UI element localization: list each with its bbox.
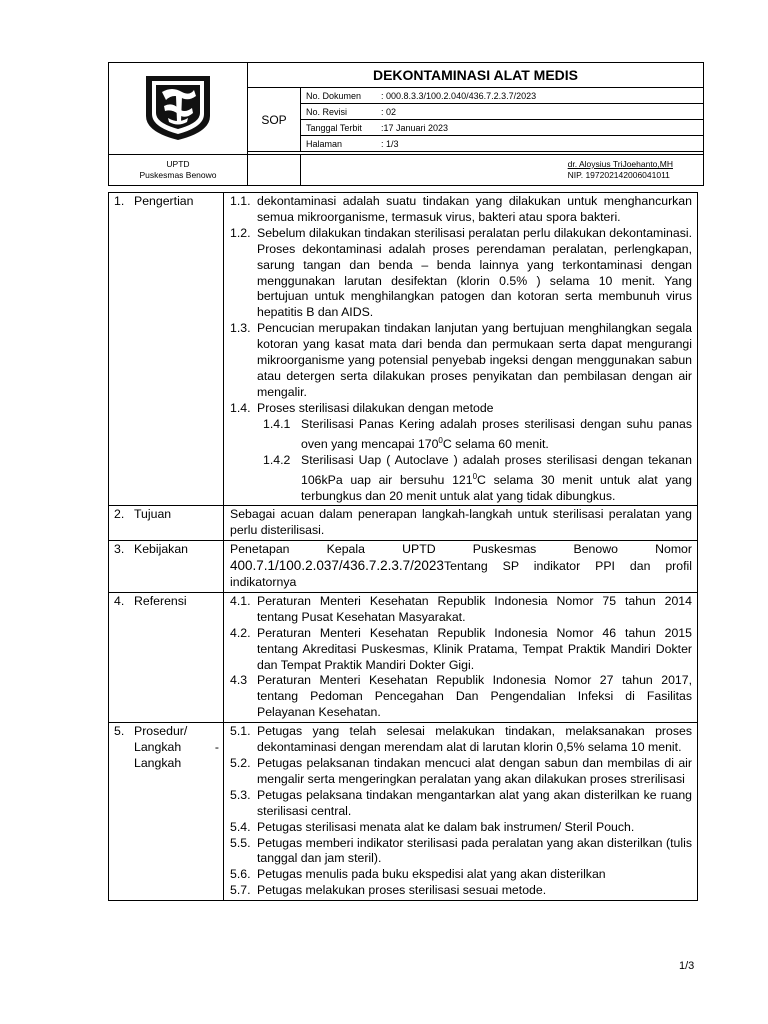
meta-halaman: Halaman : 1/3 [301, 136, 704, 152]
list-item: 1.4. Proses sterilisasi dilakukan dengan metode [230, 400, 494, 415]
sub-list-item: 1.4.1 Sterilisasi Panas Kering adalah proses sterilisasi dengan suhu panas oven yang mencapai $170^0C$ selama 60 menit. [263, 416, 692, 451]
list-item: 5.6. Petugas menulis pada buku ekspedisi alat yang akan disterilkan [230, 867, 606, 882]
list-item: 4.2. Peraturan Menteri Kesehatan Republik Indonesia Nomor 46 tahun 2015 tentang Akreditasi Puskesmas, Klinik Pratama, Tempat Praktik Mandiri Dokter dan Tempat Praktik Mandiri Dokter Gigi. [230, 625, 692, 672]
list-item: 4.3 Peraturan Menteri Kesehatan Republik Indonesia Nomor 27 tahun 2017, tentang Pedoman Pencegahan Dan Pengendalian Infeksi di Fasilitas Pelayanan Kesehatan. [230, 673, 692, 720]
header-table [108, 62, 704, 186]
city-emblem-logo [138, 70, 218, 142]
section-tujuan: 2. Tujuan Sebagai acuan dalam penerapan langkah-langkah untuk sterilisasi peralatan yang perlu disterilisasi. [109, 506, 698, 541]
list-item: 5.3. Petugas pelaksana tindakan mengantarkan alat yang akan disterilkan ke ruang sterilisasi central. [230, 787, 692, 818]
signature-block: dr. Aloysius TriJoehanto,MH NIP. 197202142006041011 [301, 155, 704, 186]
section-kebijakan: 3. Kebijakan Penetapan Kepala UPTD Puskesmas Benowo Nomor 400.7.1/100.2.037/436.7.2.3.7/2023Tentang SP indikator PPI dan profil indikatornya [109, 541, 698, 593]
list-item: 1.1. dekontaminasi adalah suatu tindakan yang dilakukan untuk menghancurkan semua mikroorganisme, termasuk virus, bakteri atau spora bakteri. [230, 194, 692, 224]
list-item: 1.2. Sebelum dilakukan tindakan sterilisasi peralatan perlu dilakukan dekontaminasi. Proses dekontaminasi adalah proses perendaman peralatan, perlengkapan, sarung tangan dan benda – benda lainnya yang terkontaminasi dengan menggunakan larutan desifektan (klorin 0.5% ) selama 10 menit. Yang bertujuan untuk menghilangkan patogen dan kotoran serta membunuh virus hepatitis B dan AIDS. [230, 225, 692, 320]
list-item: 5.5. Petugas memberi indikator sterilisasi pada peralatan yang akan disterilkan (tulis tanggal dan jam steril). [230, 835, 692, 866]
meta-no-dokumen: No. Dokumen : 000.8.3.3/100.2.040/436.7.2.3.7/2023 [301, 88, 704, 104]
list-item: 1.3. Pencucian merupakan tindakan lanjutan yang bertujuan menghilangkan segala kotoran yang kasat mata dari benda dan permukaan serta dapat mengurangi mikroorganisme yang potensial penyebab ingeksi dengan menggunakan sabun atau detergen serta dilakukan proses penyikatan dan pembilasan dengan air mengalir. [230, 321, 692, 399]
sop-label: SOP [248, 88, 301, 152]
list-item: 5.4. Petugas sterilisasi menata alat ke dalam bak instrumen/ Steril Pouch. [230, 819, 635, 834]
list-item: 5.7. Petugas melakukan proses sterilisasi sesuai metode. [230, 883, 547, 898]
meta-no-revisi: No. Revisi : 02 [301, 104, 704, 120]
list-item: 4.1. Peraturan Menteri Kesehatan Republik Indonesia Nomor 75 tahun 2014 tentang Pusat Kesehatan Masyarakat. [230, 593, 692, 624]
sub-list-item: 1.4.2 Sterilisasi Uap ( Autoclave ) adalah proses sterilisasi dengan tekanan 106kPa uap air bersuhu $121^0C$ selama 30 menit untuk alat yang terbungkus dan 20 menit untuk alat yang tidak dibungkus. [263, 452, 693, 503]
blank-cell [248, 155, 301, 186]
section-pengertian: 1. Pengertian 1.1. dekontaminasi adalah suatu tindakan yang dilakukan untuk menghancurkan semua mikroorganisme, termasuk virus, bakteri atau spora bakteri. 1.2. Sebelum dilakukan tindakan sterilisasi peralatan perlu dilakukan dekontaminasi. Proses dekontaminasi adalah proses perendaman peralatan, perlengkapan, sarung tangan dan benda – benda lainnya yang terkontaminasi dengan menggunakan larutan desifektan (klorin 0.5% ) selama 10 menit. Yang bertujuan untuk menghilangkan patogen dan kotoran serta membunuh virus hepatitis B dan AIDS. 1.3. Pencucian merupakan tindakan lanjutan yang bertujuan menghilangkan segala kotoran yang kasat mata dari benda dan permukaan serta dapat mengurangi mikroorganisme yang potensial penyebab ingeksi dengan menggunakan sabun atau detergen serta dilakukan proses penyikatan dan pembilasan dengan air mengalir. 1.4. Proses sterilisasi dilakukan dengan metode 1.4.1 Sterilisasi Panas Kering adalah proses sterilisasi dengan suhu panas oven yang mencapai $170^0C$ selama 60 menit. 1.4.2 Sterilisasi Uap ( Autoclave ) adalah proses sterilisasi dengan tekanan 106kPa uap air bersuhu $121^0C$ selama 30 menit untuk alat yang terbungkus dan 20 menit untuk alat yang tidak dibungkus. [109, 193, 698, 506]
organization: UPTD Puskesmas Benowo [109, 155, 248, 186]
logo-cell [109, 63, 248, 155]
page-number: 1/3 [679, 960, 695, 972]
list-item: 5.2. Petugas pelaksanan tindakan mencuci alat dengan sabun dan membilas di air mengalir serta mengeringkan peralatan yang akan dilakukan proses strerilisasi [230, 756, 692, 786]
sop-content-table [108, 192, 698, 901]
section-prosedur: 5. Prosedur/ Langkah - Langkah 5.1. Petugas yang telah selesai melakukan tindakan, melaksanakan proses dekontaminasi dengan merendam alat di larutan klorin 0,5% selama 10 menit. 5.2. Petugas pelaksanan tindakan mencuci alat dengan sabun dan membilas di air mengalir serta mengeringkan peralatan yang akan dilakukan proses strerilisasi 5.3. Petugas pelaksana tindakan mengantarkan alat yang akan disterilkan ke ruang sterilisasi central. 5.4. Petugas sterilisasi menata alat ke dalam bak instrumen/ Steril Pouch. 5.5. Petugas memberi indikator sterilisasi pada peralatan yang akan disterilkan (tulis tanggal dan jam steril). 5.6. Petugas menulis pada buku ekspedisi alat yang akan disterilkan 5.7. Petugas melakukan proses sterilisasi sesuai metode. [109, 723, 698, 901]
list-item: 5.1. Petugas yang telah selesai melakukan tindakan, melaksanakan proses dekontaminasi dengan merendam alat di larutan klorin 0,5% selama 10 menit. [230, 724, 692, 755]
document-title: DEKONTAMINASI ALAT MEDIS [248, 63, 704, 88]
section-referensi: 4. Referensi 4.1. Peraturan Menteri Kesehatan Republik Indonesia Nomor 75 tahun 2014 tentang Pusat Kesehatan Masyarakat. 4.2. Peraturan Menteri Kesehatan Republik Indonesia Nomor 46 tahun 2015 tentang Akreditasi Puskesmas, Klinik Pratama, Tempat Praktik Mandiri Dokter dan Tempat Praktik Mandiri Dokter Gigi. 4.3 Peraturan Menteri Kesehatan Republik Indonesia Nomor 27 tahun 2017, tentang Pedoman Pencegahan Dan Pengendalian Infeksi di Fasilitas Pelayanan Kesehatan. [109, 592, 698, 722]
meta-tanggal-terbit: Tanggal Terbit :17 Januari 2023 [301, 120, 704, 136]
